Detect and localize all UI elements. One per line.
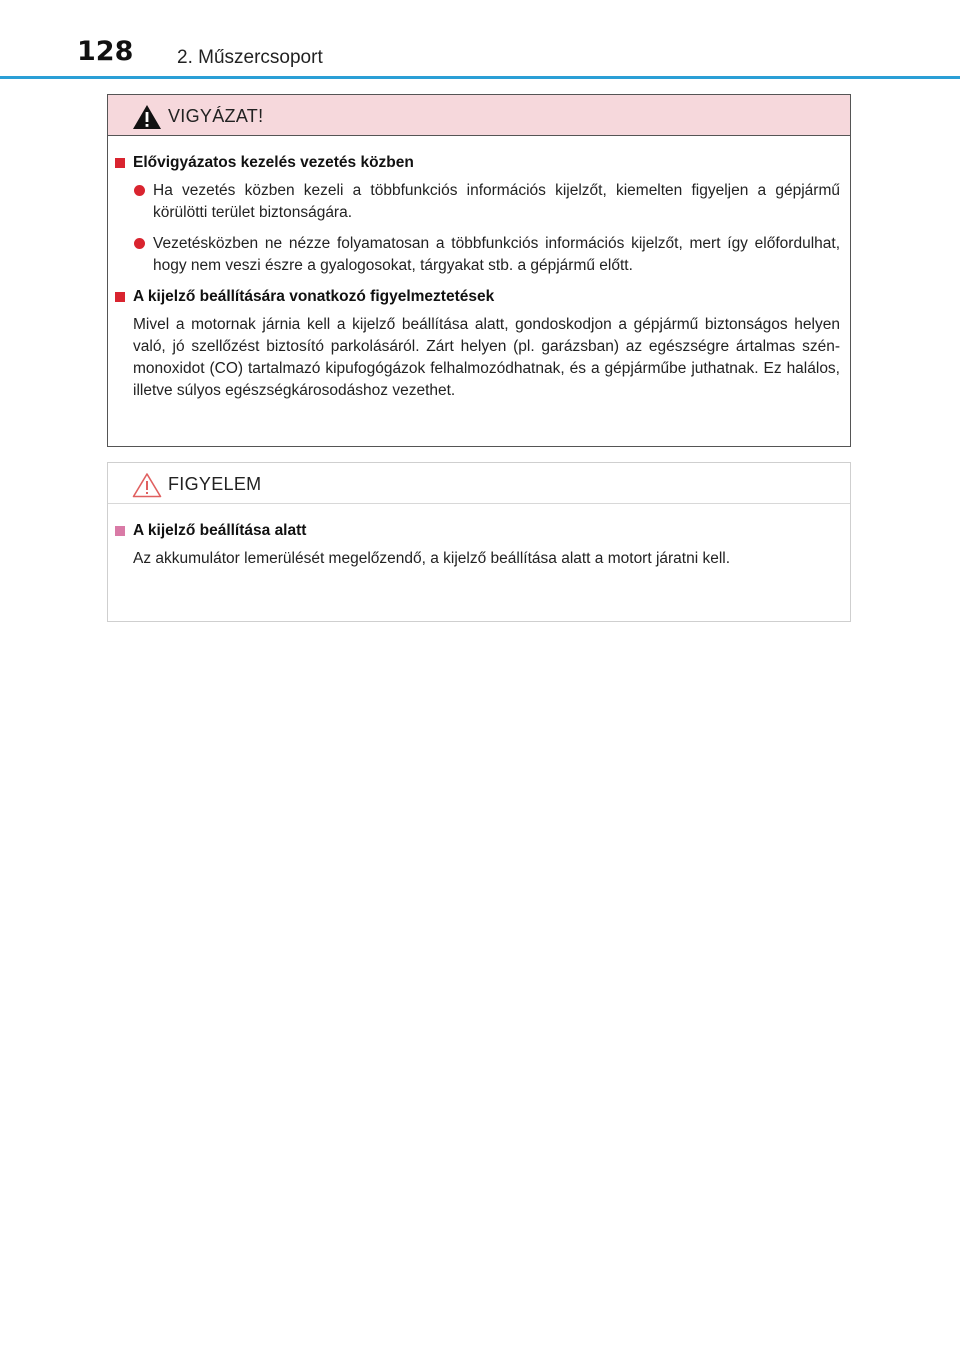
section-heading-text: A kijelző beállítására vonatkozó figyelmeztetések xyxy=(133,288,495,305)
warning-body xyxy=(108,136,850,402)
section-paragraph: Mivel a motornak járnia kell a kijelző beállítása alatt, gondoskodjon a gépjármű biztonságos helyen való, jó szellőzést biztosító parkolásáról. Zárt helyen (pl. garázsban) az egészségre ártalmas szén-monoxidot (CO) tartalmazó kipufogógázok felhalmozódhatnak, és a gépjárműbe juthatnak. Ez halálos, illetve súlyos egészségkárosodáshoz vezethet. xyxy=(133,316,840,399)
square-bullet-icon xyxy=(115,158,125,168)
section-heading xyxy=(108,520,840,542)
circle-bullet-icon xyxy=(134,185,145,196)
page-number: 128 xyxy=(77,36,134,67)
warning-title: VIGYÁZAT! xyxy=(168,106,264,126)
square-bullet-icon xyxy=(115,526,125,536)
warning-triangle-filled-icon xyxy=(132,104,162,130)
section-heading xyxy=(108,152,840,174)
section-title: 2. Műszercsoport xyxy=(177,47,323,68)
notice-box-header xyxy=(108,463,850,504)
list-item-text: Vezetésközben ne nézze folyamatosan a többfunkciós információs kijelzőt, mert így előfordulhat, hogy nem veszi észre a gyalogosokat, tárgyakat stb. a gépjármű előtt. xyxy=(153,235,840,274)
warning-box xyxy=(107,94,851,447)
notice-box xyxy=(107,462,851,622)
caution-triangle-outline-icon xyxy=(132,472,162,498)
circle-bullet-icon xyxy=(134,238,145,249)
list-item xyxy=(108,180,840,224)
page-header xyxy=(0,0,960,80)
header-rule xyxy=(0,76,960,79)
section-heading-text: Elővigyázatos kezelés vezetés közben xyxy=(133,154,414,171)
square-bullet-icon xyxy=(115,292,125,302)
section-heading-text: A kijelző beállítása alatt xyxy=(133,522,307,539)
list-item xyxy=(108,233,840,277)
section-heading xyxy=(108,286,840,308)
section-paragraph: Az akkumulátor lemerülését megelőzendő, a kijelző beállítása alatt a motort járatni kell. xyxy=(133,550,731,567)
notice-body xyxy=(108,504,850,570)
notice-title: FIGYELEM xyxy=(168,474,262,494)
list-item-text: Ha vezetés közben kezeli a többfunkciós információs kijelzőt, kiemelten figyeljen a gépjármű körülötti terület biztonságára. xyxy=(153,182,840,221)
warning-box-header xyxy=(108,95,850,136)
